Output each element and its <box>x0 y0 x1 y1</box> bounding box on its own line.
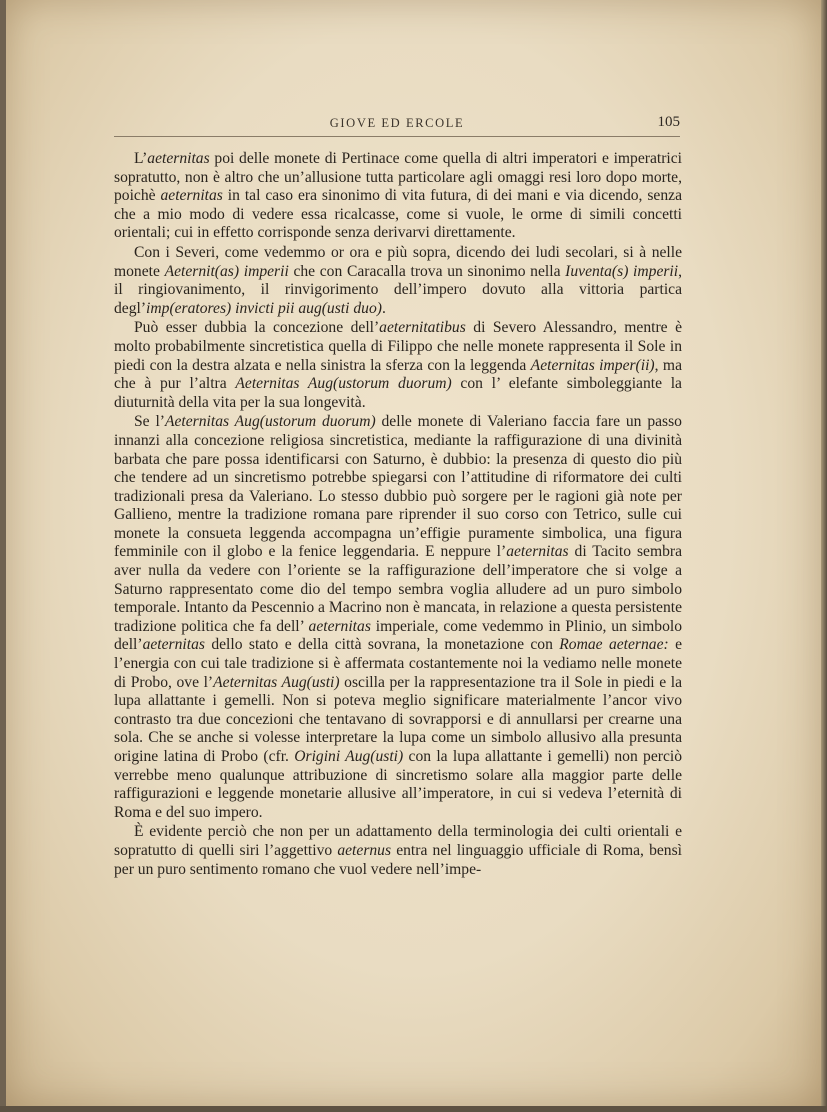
text-run: L’ <box>134 150 148 167</box>
italic-text: aeternitas <box>142 636 205 654</box>
paragraph <box>114 244 682 318</box>
italic-text: aeternitatibus <box>379 319 466 337</box>
paragraph <box>114 319 682 412</box>
text-run: con l’ elefante simboleggiante la diuturnità della vita per la sua longevità. <box>114 375 682 411</box>
italic-text: Origini Aug(usti) <box>294 748 404 765</box>
text-run: , ma che à pur l’altra <box>114 356 682 393</box>
text-run: con la lupa allattante i gemelli) non perciò verrebbe meno qualunque attribuzione di sincretismo solare alla maggior parte delle raffigurazioni e leggende monetarie allusive all’imperatore, in cui si vedeva l’eternità di Roma e del suo impero. <box>114 748 683 821</box>
text-run: Se l’ <box>134 413 165 431</box>
italic-text: Aeternit(as) imperii <box>164 262 289 280</box>
italic-text: Aeternitas imper(ii) <box>530 356 655 374</box>
italic-text: aeternitas <box>308 617 371 635</box>
paragraph <box>114 413 682 822</box>
text-run: . <box>381 299 386 317</box>
running-title: GIOVE ED ERCOLE <box>329 116 465 130</box>
text-run: in tal caso era sinonimo di vita futura, di dei mani e via dicendo, senza che a mio modo di vedere essa ricalcasse, come si vuole, le orme di simili concetti orientali; cui in effetto corrisponde senza derivarvi direttamente. <box>114 187 682 242</box>
text-run: Può esser dubbia la concezione dell’ <box>134 319 380 337</box>
body-text <box>114 150 682 879</box>
text-run: imperiale, come vedemmo in Plinio, un simbolo dell’ <box>114 617 682 654</box>
italic-text: Aeternitas Aug(ustorum duorum) <box>164 413 376 431</box>
italic-text: Aeternitas Aug(usti) <box>213 673 340 691</box>
italic-text: aeternitas <box>160 187 223 205</box>
text-run: oscilla per la rappresentazione tra il Sole in piedi e la lupa allattante i gemelli. Non si poteva meglio significare materialmente l’ancor vivo contrasto tra due concezioni che tentavano di sovrapporsi e di annullarsi per crearne una sola. Che se anche si volesse interpretare la lupa come un simbolo allusivo alla presunta origine latina di Probo (cfr. <box>114 673 682 765</box>
text-run: entra nel linguaggio ufficiale di Roma, bensì per un puro sentimento romano che vuol vedere nell’impe- <box>114 841 683 878</box>
italic-text: Aeternitas Aug(ustorum duorum) <box>235 375 452 393</box>
paragraph <box>114 150 682 243</box>
text-run: di Tacito sembra aver nulla da vedere con l’oriente se la raffigurazione dell’imperatore che si volge a Saturno rappresentato come dio del tempo sembra voglia alludere ad un puro simbolo temporale. Intanto da Pescennio a Macrino non è mancata, in relazione a questa persistente tradizione politica che fa dell’ <box>114 543 682 635</box>
paragraph <box>114 823 682 879</box>
text-run: e l’energia con cui tale tradizione si è affermata costantemente noi la vediamo nelle monete di Probo, ove l’ <box>114 636 683 691</box>
page-edge-bottom <box>0 1106 827 1112</box>
italic-text: imp(eratores) invicti pii aug(usti duo) <box>146 299 382 317</box>
page-header <box>114 116 680 137</box>
text-run: che con Caracalla trova un sinonimo nella <box>288 262 566 280</box>
text-run: È evidente perciò che non per un adattamento della terminologia dei culti orientali e sopratutto di quelli siri l’aggettivo <box>114 823 682 859</box>
book-page <box>6 0 821 1106</box>
text-run: dello stato e della città sovrana, la monetazione con <box>204 636 560 654</box>
page-number: 105 <box>657 114 680 130</box>
text-run: , il ringiovanimento, il rinvigorimento dell’impero dovuto alla vittoria partica degl’ <box>114 262 683 317</box>
italic-text: aeternitas <box>506 543 569 561</box>
text-run: Con i Severi, come vedemmo or ora e più sopra, dicendo dei ludi secolari, si à nelle monete <box>114 243 682 280</box>
italic-text: Iuventa(s) imperii <box>565 262 679 280</box>
italic-text: aeternus <box>337 841 392 859</box>
italic-text: aeternitas <box>147 150 210 167</box>
text-run: di Severo Alessandro, mentre è molto probabilmente sincretistica quella di Filippo che nelle monete rappresenta il Sole in piedi con la destra alzata e nella sinistra la sferza con la leggenda <box>114 319 682 374</box>
page-edge-right <box>821 0 827 1112</box>
italic-text: Romae aeternae: <box>559 636 669 654</box>
text-run: poi delle monete di Pertinace come quella di altri imperatori e imperatrici sopratutto, non è altro che un’allusione tutta particolare agli omaggi resi loro dopo morte, poichè <box>114 150 682 205</box>
text-run: delle monete di Valeriano faccia fare un passo innanzi alla concezione religiosa sincretistica, mediante la raffigurazione di una divinità barbata che pare possa identificarsi con Saturno, è dubbio: la presenza di questo dio più che tendere ad un sincretismo potrebbe spiegarsi con l’attitudine di riformatore dei culti tradizionali presa da Valeriano. Lo stesso dubbio può sorgere per le ragioni già note per Gallieno, mentre la tradizione romana pare riprender il suo corso con Tetrico, sulle cui monete la consueta leggenda accompagna un’effigie puramente simbolica, una figura femminile con il globo e la fenice leggendaria. E neppure l’ <box>114 413 682 561</box>
